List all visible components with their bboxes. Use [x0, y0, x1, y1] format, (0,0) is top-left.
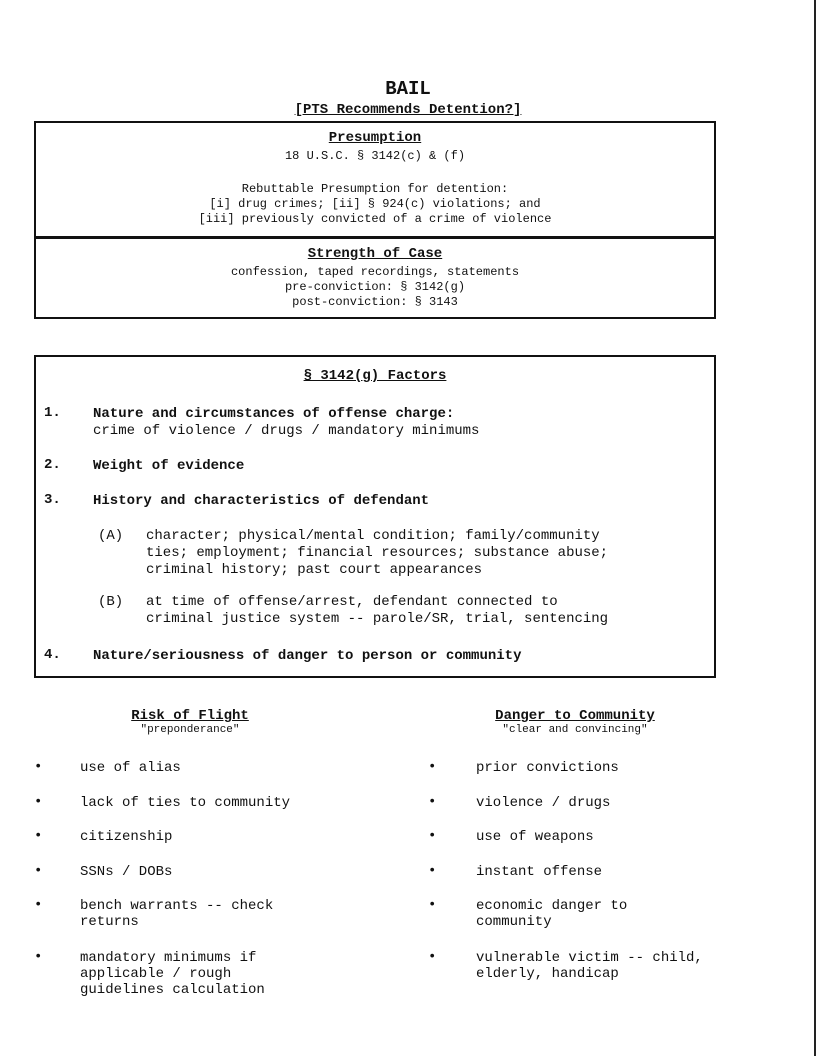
subitem-label: (B)	[98, 594, 124, 610]
bullet-icon: •	[34, 949, 43, 965]
subitem-line: criminal history; past court appearances	[146, 562, 483, 578]
bullet-icon: •	[34, 794, 43, 810]
risk-of-flight-standard: "preponderance"	[140, 724, 240, 736]
subitem-line: ties; employment; financial resources; substance abuse;	[146, 545, 609, 561]
list-item-text: guidelines calculation	[80, 982, 265, 998]
risk-of-flight-heading: Risk of Flight	[131, 708, 249, 724]
subitem-line: at time of offense/arrest, defendant connected to	[146, 594, 558, 610]
presumption-heading: Presumption	[328, 130, 422, 146]
factor-number: 3.	[44, 492, 61, 508]
page-subtitle: [PTS Recommends Detention?]	[294, 102, 522, 118]
bullet-icon: •	[34, 897, 43, 913]
list-item-text: SSNs / DOBs	[80, 864, 173, 880]
risk-of-flight-header	[80, 708, 300, 736]
factor-title: History and characteristics of defendant	[93, 493, 430, 509]
list-item-text: prior convictions	[476, 760, 619, 776]
presumption-line: [iii] previously convicted of a crime of violence	[198, 212, 552, 226]
factor-title: Nature and circumstances of offense charge:	[93, 406, 455, 422]
list-item-text: use of weapons	[476, 829, 594, 845]
subitem-line: character; physical/mental condition; family/community	[146, 528, 600, 544]
bullet-icon: •	[34, 759, 43, 775]
factor-number: 4.	[44, 647, 61, 663]
presumption-line: Rebuttable Presumption for detention:	[241, 182, 509, 196]
factor-number: 2.	[44, 457, 61, 473]
bullet-icon: •	[428, 759, 437, 775]
presumption-citation: 18 U.S.C. § 3142(c) & (f)	[284, 149, 466, 163]
danger-to-community-heading: Danger to Community	[495, 708, 655, 724]
list-item-text: applicable / rough	[80, 966, 232, 982]
strength-line: pre-conviction: § 3142(g)	[284, 280, 466, 294]
presumption-line: [i] drug crimes; [ii] § 924(c) violations; and	[209, 197, 541, 211]
bullet-icon: •	[428, 794, 437, 810]
list-item-text: returns	[80, 914, 139, 930]
factors-box	[34, 355, 716, 678]
subitem-label: (A)	[98, 528, 124, 544]
factor-title: Nature/seriousness of danger to person or community	[93, 648, 522, 664]
list-item-text: economic danger to	[476, 898, 628, 914]
list-item-text: use of alias	[80, 760, 181, 776]
list-item-text: citizenship	[80, 829, 173, 845]
list-item-text: vulnerable victim -- child,	[476, 950, 703, 966]
section-divider	[36, 236, 714, 239]
danger-to-community-standard: "clear and convincing"	[502, 724, 648, 736]
bullet-icon: •	[34, 828, 43, 844]
strength-line: post-conviction: § 3143	[292, 295, 458, 309]
list-item-text: bench warrants -- check	[80, 898, 274, 914]
bullet-icon: •	[428, 863, 437, 879]
list-item-text: mandatory minimums if	[80, 950, 257, 966]
list-item-text: violence / drugs	[476, 795, 611, 811]
bullet-icon: •	[428, 828, 437, 844]
page-title: BAIL	[385, 78, 431, 100]
list-item-text: instant offense	[476, 864, 603, 880]
bullet-icon: •	[428, 897, 437, 913]
strength-line: confession, taped recordings, statements	[230, 265, 520, 279]
factors-heading: § 3142(g) Factors	[303, 368, 447, 384]
subitem-line: criminal justice system -- parole/SR, trial, sentencing	[146, 611, 609, 627]
factor-number: 1.	[44, 405, 61, 421]
factor-detail: crime of violence / drugs / mandatory minimums	[93, 423, 480, 439]
bullet-icon: •	[428, 949, 437, 965]
danger-to-community-header	[465, 708, 685, 736]
list-item-text: elderly, handicap	[476, 966, 619, 982]
presumption-strength-box	[34, 121, 716, 319]
strength-heading: Strength of Case	[307, 246, 443, 262]
bullet-icon: •	[34, 863, 43, 879]
list-item-text: community	[476, 914, 552, 930]
list-item-text: lack of ties to community	[80, 795, 291, 811]
factor-title: Weight of evidence	[93, 458, 245, 474]
